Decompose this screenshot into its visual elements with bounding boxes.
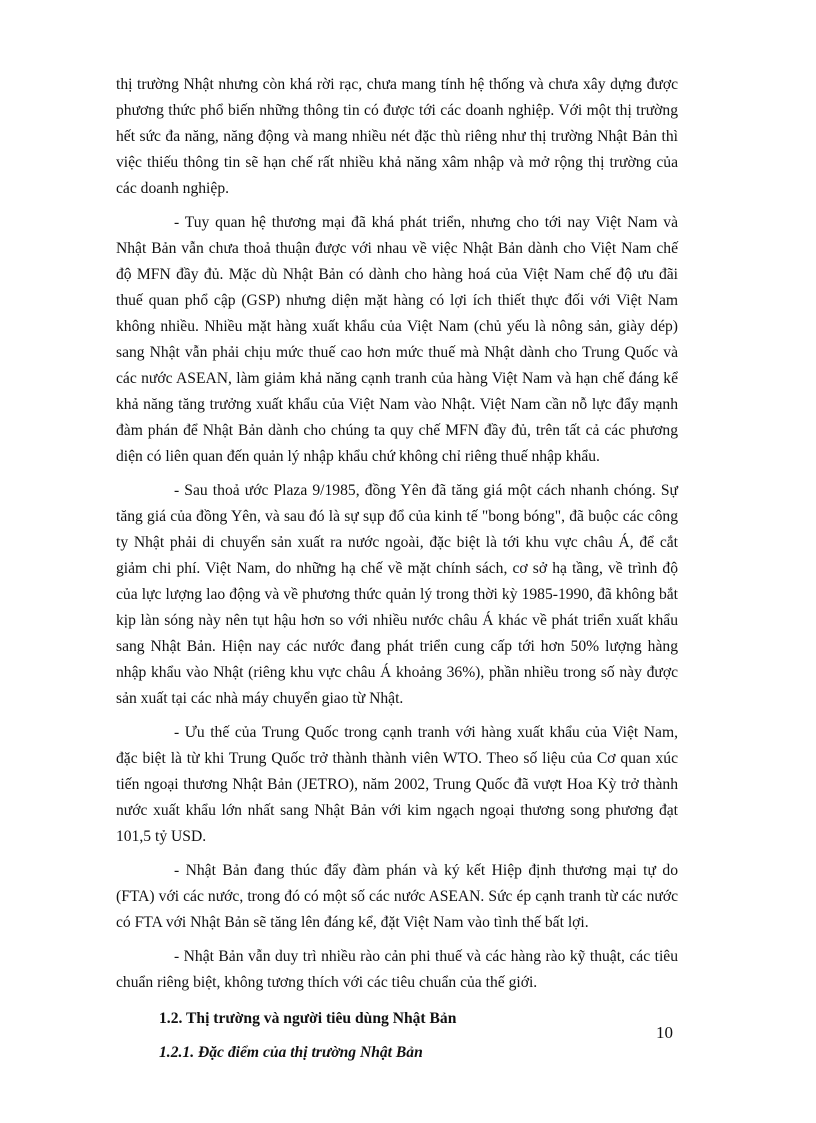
paragraph-6: - Nhật Bản vẫn duy trì nhiều rào cản phi thuế và các hàng rào kỹ thuật, các tiêu chuẩn riêng biệt, không tương thích với các tiêu chuẩn của thế giới.: [116, 948, 678, 991]
paragraph-1: thị trường Nhật nhưng còn khá rời rạc, chưa mang tính hệ thống và chưa xây dựng được phương thức phổ biến những thông tin có được tới các doanh nghiệp. Với một thị trường hết sức đa năng, năng động và mang nhiều nét đặc thù riêng như thị trường Nhật Bản thì việc thiếu thông tin sẽ hạn chế rất nhiều khả năng xâm nhập và mở rộng thị trường của các doanh nghiệp.: [116, 76, 678, 197]
paragraph-4: - Ưu thế của Trung Quốc trong cạnh tranh với hàng xuất khẩu của Việt Nam, đặc biệt là từ khi Trung Quốc trở thành thành viên WTO. Theo số liệu của Cơ quan xúc tiến ngoại thương Nhật Bản (JETRO), năm 2002, Trung Quốc đã vượt Hoa Kỳ trở thành nước xuất khẩu lớn nhất sang Nhật Bản với kim ngạch ngoại thương song phương đạt 101,5 tỷ USD.: [116, 724, 678, 845]
section-heading: 1.2. Thị trường và người tiêu dùng Nhật Bản: [159, 1010, 457, 1027]
paragraph-5: - Nhật Bản đang thúc đẩy đàm phán và ký kết Hiệp định thương mại tự do (FTA) với các nước, trong đó có một số các nước ASEAN. Sức ép cạnh tranh từ các nước có FTA với Nhật Bản sẽ tăng lên đáng kể, đặt Việt Nam vào tình thế bất lợi.: [116, 862, 678, 931]
page-number: 10: [656, 1023, 673, 1042]
subsection-heading: 1.2.1. Đặc điểm của thị trường Nhật Bản: [159, 1044, 423, 1061]
paragraph-3: - Sau thoả ước Plaza 9/1985, đồng Yên đã tăng giá một cách nhanh chóng. Sự tăng giá của đồng Yên, và sau đó là sự sụp đổ của kinh tế "bong bóng", đã buộc các công ty Nhật phải di chuyển sản xuất ra nước ngoài, đặc biệt là tới khu vực châu Á, để cắt giảm chi phí. Việt Nam, do những hạ chế về mặt chính sách, cơ sở hạ tầng, về trình độ của lực lượng lao động và về phương thức quản lý trong thời kỳ 1985-1990, đã không bắt kịp làn sóng này nên tụt hậu hơn so với nhiều nước châu Á khác về phát triển xuất khẩu sang Nhật Bản. Hiện nay các nước đang phát triển cung cấp tới hơn 50% lượng hàng nhập khẩu vào Nhật (riêng khu vực châu Á khoảng 36%), phần nhiều trong số này được sản xuất tại các nhà máy chuyển giao từ Nhật.: [116, 482, 678, 707]
paragraph-2: - Tuy quan hệ thương mại đã khá phát triển, nhưng cho tới nay Việt Nam và Nhật Bản vẫn chưa thoả thuận được với nhau về việc Nhật Bản dành cho Việt Nam chế độ MFN đầy đủ. Mặc dù Nhật Bản có dành cho hàng hoá của Việt Nam chế độ ưu đãi thuế quan phổ cập (GSP) nhưng diện mặt hàng có lợi ích thiết thực đối với Việt Nam không nhiều. Nhiều mặt hàng xuất khẩu của Việt Nam (chủ yếu là nông sản, giày dép) sang Nhật vẫn phải chịu mức thuế cao hơn mức thuế mà Nhật dành cho Trung Quốc và các nước ASEAN, làm giảm khả năng cạnh tranh của hàng Việt Nam và hạn chế đáng kể khả năng tăng trưởng xuất khẩu của Việt Nam vào Nhật. Việt Nam cần nỗ lực đẩy mạnh đàm phán để Nhật Bản dành cho chúng ta quy chế MFN đầy đủ, trên tất cả các phương diện có liên quan đến quản lý nhập khẩu chứ không chỉ riêng thuế nhập khẩu.: [116, 214, 678, 465]
body-text: [116, 72, 678, 1066]
